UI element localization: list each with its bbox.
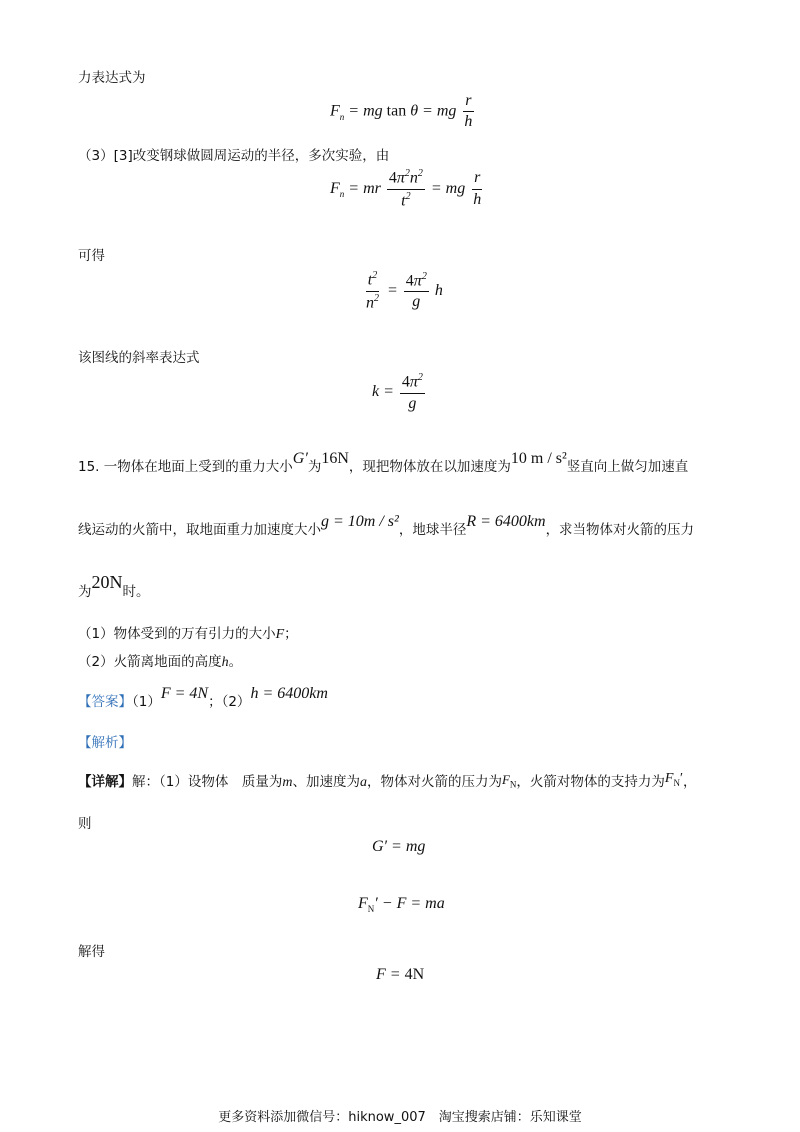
answer-line: 【答案】（1）F = 4N；（2）h = 6400km (78, 685, 328, 710)
equation-ratio: $\frac{t^2}{n^2}$ = $\frac{4\pi^2}{g}$ h (366, 270, 443, 312)
equation-result: F = 4N (376, 966, 425, 983)
equation-fn-period: $F_n$ = mr $\frac{4\pi^2n^2}{t^2}$ = mg $\frac{r}{h}$ (330, 168, 482, 210)
analysis-tag: 【解析】 (78, 735, 132, 751)
equation-newton: $F_N' - F$ = ma (358, 895, 445, 915)
text-line: 力表达式为 (78, 70, 146, 86)
detail-line: 【详解】解：（1）设物体 质量为m、加速度为a，物体对火箭的压力为$F_N$，火箭对物体的支持力为$F_N'$， (78, 771, 697, 790)
question-15-line-2: 线运动的火箭中，取地面重力加速度大小g = 10m / s²，地球半径R = 6400km，求当物体对火箭的压力 (78, 513, 695, 538)
sub-question-2: （2）火箭离地面的高度h。 (78, 654, 243, 670)
answer-tag: 【答案】 (78, 694, 132, 710)
detail-tag: 【详解】 (78, 774, 132, 790)
equation-weight: G′ = mg (372, 838, 426, 855)
sub-question-1: （1）物体受到的万有引力的大小F； (78, 626, 298, 642)
question-15-line-3: 为20N时。 (78, 572, 150, 600)
text-line: 解得 (78, 944, 105, 960)
text-line: 该图线的斜率表达式 (78, 350, 200, 366)
equation-fn-tan: $F_n$ = mg tan θ = mg $\frac{r}{h}$ (330, 92, 473, 131)
page-footer: 更多资料添加微信号：hiknow_007 淘宝搜索店铺：乐知课堂 (218, 1110, 582, 1125)
text-line: （3）[3]改变钢球做圆周运动的半径，多次实验，由 (78, 148, 390, 164)
equation-slope: k = $\frac{4\pi^2}{g}$ (372, 372, 423, 412)
text-line: 则 (78, 816, 92, 832)
text-line: 可得 (78, 248, 105, 264)
question-15-line-1: 15. 一物体在地面上受到的重力大小G′为16N，现把物体放在以加速度为10 m / s²竖直向上做匀加速直 (78, 450, 689, 475)
